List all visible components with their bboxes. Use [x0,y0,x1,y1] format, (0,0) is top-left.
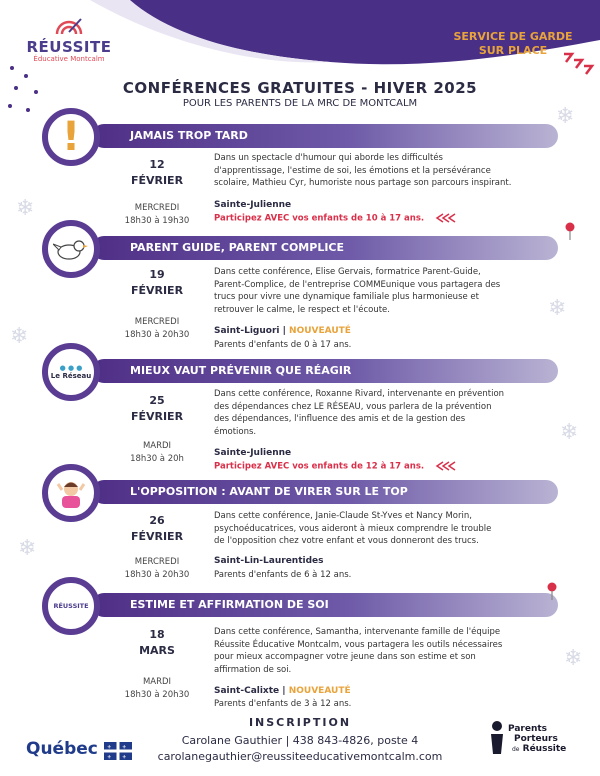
event-hours: 18h30 à 20h30 [124,330,190,340]
event-weekday: MERCREDI [134,317,180,327]
event-badge [42,464,100,522]
event-day: 18 [149,628,165,641]
event-description [214,152,564,190]
event-audience [214,461,457,472]
page-subtitle: POUR LES PARENTS DE LA MRC DE MONTCALM [182,98,418,109]
reussite-logo [14,16,124,63]
event-day: 19 [149,268,165,281]
event-hours: 18h30 à 20h [130,454,184,464]
event-audience [214,699,351,709]
audience-text: Parents d'enfants de 6 à 12 ans. [214,570,352,580]
audience-text: Parents d'enfants de 0 à 17 ans. [214,340,352,350]
event-audience [214,570,351,580]
event-banner [92,236,558,260]
snowflake-icon: ❄ [560,420,579,445]
event-month: FÉVRIER [130,284,184,297]
description-line: Dans un spectacle d'humour qui aborde les difficultés [214,153,443,163]
childcare-line-1: SERVICE DE GARDE [453,30,573,43]
chevrons-icon [435,461,457,471]
event-banner [92,593,558,617]
partner-de: de [512,746,520,753]
event-banner [92,359,558,383]
description-line: Parent-Complice, de l'entreprise COMMEunique vous partagera des [214,279,501,290]
event-month: FÉVRIER [130,410,184,423]
description-line: Dans cette conférence, Roxanne Rivard, intervenante en prévention [214,389,505,399]
childcare-notice [448,30,578,58]
event-title: PARENT GUIDE, PARENT COMPLICE [130,241,345,254]
event-title: JAMAIS TROP TARD [130,129,248,142]
event-description [214,388,564,438]
event-hours: 18h30 à 19h30 [124,216,190,226]
partner-word-3 [512,744,566,755]
event-title: ESTIME ET AFFIRMATION DE SOI [130,598,329,611]
page-title: CONFÉRENCES GRATUITES - HIVER 2025 [122,79,478,97]
description-line: psychoéducatrices, vous aideront à mieux comprendre le trouble [214,523,492,534]
event-time [112,316,202,342]
badge-label: Le Réseau [50,372,92,380]
description-line: Dans cette conférence, Janie-Claude St-Yves et Nancy Morin, [214,511,472,521]
exclamation-icon: ! [61,114,81,160]
snowflake-icon: ❄ [10,324,29,349]
location-name: Saint-Liguori [214,326,280,336]
event-location [214,200,291,210]
location-name: Sainte-Julienne [214,448,292,458]
bird-icon [53,234,89,264]
event-hours: 18h30 à 20h30 [124,570,190,580]
event-banner [92,124,558,148]
svg-text:⚜: ⚜ [122,754,127,760]
quebec-logo: Québec [26,739,98,759]
event-audience [214,213,457,224]
chevrons-icon [435,213,457,223]
event-weekday: MERCREDI [134,203,180,213]
logo-subtitle: Éducative Montcalm [33,55,105,63]
childcare-line-2: SUR PLACE [478,44,548,57]
location-name: Saint-Lin-Laurentides [214,556,324,566]
reussite-badge-logo: RÉUSSITE [53,602,89,610]
event-badge [42,220,100,278]
map-pin-icon [564,222,576,240]
event-location: Saint-Calixte | NOUVEAUTÉ [214,686,351,696]
map-pin-icon [546,582,558,600]
new-tag: NOUVEAUTÉ [289,326,351,336]
chevrons-icon [560,50,596,80]
event-title: L'OPPOSITION : AVANT DE VIRER SUR LE TOP [130,485,408,498]
event-day: 12 [149,158,165,171]
event-date [112,268,202,297]
description-line: Réussite Éducative Montcalm, vous partagera les outils nécessaires [214,639,503,650]
event-description [214,266,564,316]
description-line: scolaire, Mathieu Cyr, humoriste nous partage son parcours inspirant. [214,178,512,188]
description-line: trucs pour vivre une dynamique familiale plus harmonieuse et [214,292,479,302]
event-audience [214,340,351,350]
audience-text: Participez AVEC vos enfants de 10 à 17 ans. [214,213,425,224]
event-weekday: MERCREDI [134,557,180,567]
event-hours: 18h30 à 20h30 [124,690,190,700]
event-time [112,676,202,702]
event-day: 25 [149,394,165,407]
registration-heading: INSCRIPTION [248,716,352,729]
event-title: MIEUX VAUT PRÉVENIR QUE RÉAGIR [130,364,352,377]
description-line: affirmation de soi. [214,664,292,675]
event-location: Saint-Liguori | NOUVEAUTÉ [214,326,351,336]
event-location [214,556,324,566]
snowflake-icon: ❄ [18,536,37,561]
svg-text:⚜: ⚜ [107,744,112,751]
upset-child-icon [54,476,88,510]
event-badge [42,108,100,166]
snowflake-icon: ❄ [16,196,35,221]
snowflake-icon: ❄ [564,646,583,671]
event-description [214,510,564,548]
description-line: Dans cette conférence, Elise Gervais, formatrice Parent-Guide, [214,267,481,277]
event-date [112,514,202,543]
svg-text:⚜: ⚜ [122,744,127,751]
event-description [214,626,564,676]
description-line: de l'opposition chez votre enfant et vous donneront des trucs. [214,536,479,546]
event-time [112,440,202,466]
event-banner [92,480,558,504]
location-name: Saint-Calixte [214,686,280,696]
description-line: émotions. [214,426,257,437]
event-month: FÉVRIER [130,530,184,543]
location-name: Sainte-Julienne [214,200,292,210]
audience-text: Participez AVEC vos enfants de 12 à 17 ans. [214,461,425,472]
partner-reussite: Réussite [522,744,567,754]
event-badge [42,343,100,401]
description-line: pour mieux accompagner votre jeune dans son estime et son [214,652,476,662]
event-date [112,628,202,657]
event-time [112,202,202,228]
target-icon [49,16,89,34]
event-month: MARS [139,644,175,657]
description-line: des dépendances chez LE RÉSEAU, vous parlera de la prévention [214,401,492,412]
partner-word-1: Parents [508,724,548,734]
contact-line: Carolane Gauthier | 438 843-4826, poste 4 [181,734,419,747]
event-weekday: MARDI [142,441,172,451]
event-time [112,556,202,582]
event-month: FÉVRIER [130,174,184,187]
audience-text: Parents d'enfants de 3 à 12 ans. [214,699,352,709]
partner-word-2: Porteurs [514,734,558,744]
logo-wordmark: RÉUSSITE [26,38,112,56]
new-tag: NOUVEAUTÉ [288,686,351,696]
snowflake-icon: ❄ [548,296,567,321]
description-line: Dans cette conférence, Samantha, intervenante famille de l'équipe [214,627,501,637]
event-date [112,158,202,187]
quebec-flag-icon [104,742,132,760]
le-reseau-logo [51,364,91,380]
event-weekday: MARDI [142,677,172,687]
logo-dots: ● ● ● [59,364,83,372]
description-line: retrouver le calme, le respect et l'écoute. [214,304,390,315]
description-line: des dépendances, l'influence des amis et de la gestion des [214,414,466,424]
event-location [214,448,291,458]
contact-email[interactable]: carolanegauthier@reussiteeducativemontcalm.com [157,750,443,763]
event-badge [42,577,100,635]
svg-text:⚜: ⚜ [107,754,112,760]
person-icon [488,720,506,756]
description-line: d'apprentissage, l'estime de soi, les émotions et la persévérance [214,165,491,176]
snowflake-icon: ❄ [556,104,575,129]
event-day: 26 [149,514,165,527]
event-date [112,394,202,423]
